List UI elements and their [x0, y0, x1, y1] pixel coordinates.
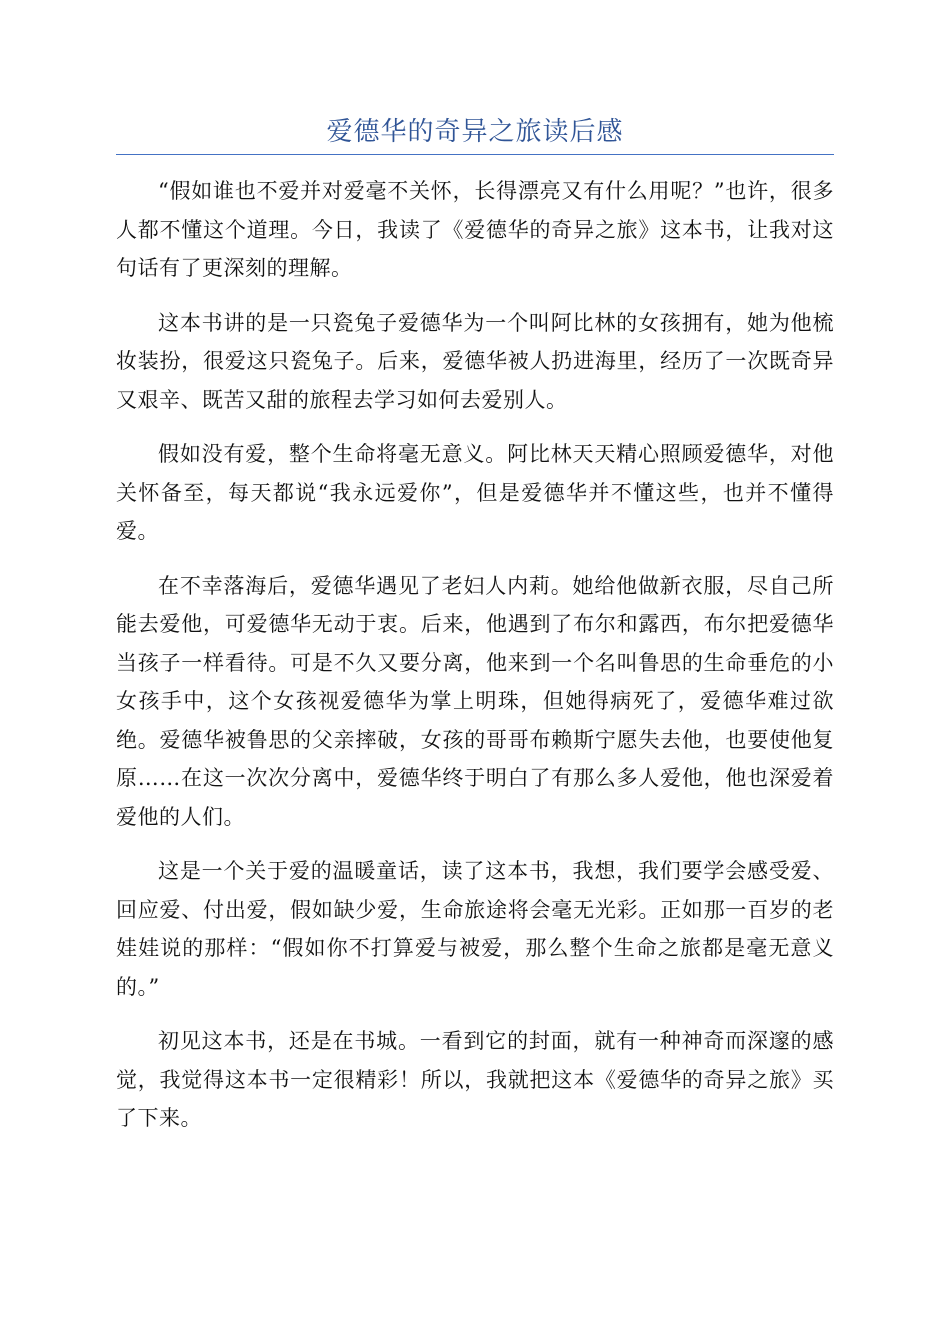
- document-title: 爱德华的奇异之旅读后感: [326, 117, 624, 147]
- paragraph-2: 这本书讲的是一只瓷兔子爱德华为一个叫阿比林的女孩拥有，她为他梳妆装扮，很爱这只瓷兔子。后来，爱德华被人扔进海里，经历了一次既奇异又艰辛、既苦又甜的旅程去学习如何去爱别人。: [116, 310, 834, 412]
- paragraph-6: 初见这本书，还是在书城。一看到它的封面，就有一种神奇而深邃的感觉，我觉得这本书一定很精彩！所以，我就把这本《爱德华的奇异之旅》买了下来。: [116, 1029, 834, 1130]
- paragraph-4: 在不幸落海后，爱德华遇见了老妇人内莉。她给他做新衣服，尽自己所能去爱他，可爱德华无动于衷。后来，他遇到了布尔和露西，布尔把爱德华当孩子一样看待。可是不久又要分离，他来到一个名叫鲁思的生命垂危的小女孩手中，这个女孩视爱德华为掌上明珠，但她得病死了，爱德华难过欲绝。爱德华被鲁思的父亲摔破，女孩的哥哥布赖斯宁愿失去他，也要使他复原……在这一次次分离中，爱德华终于明白了有那么多人爱他，他也深爱着爱他的人们。: [116, 573, 834, 829]
- title-underline: [116, 154, 834, 155]
- paragraph-5: 这是一个关于爱的温暖童话，读了这本书，我想，我们要学会感受爱、回应爱、付出爱，假如缺少爱，生命旅途将会毫无光彩。正如那一百岁的老娃娃说的那样：“假如你不打算爱与被爱，那么整个生命之旅都是毫无意义的。”: [116, 859, 834, 999]
- paragraph-1: “假如谁也不爱并对爱毫不关怀，长得漂亮又有什么用呢？”也许，很多人都不懂这个道理。今日，我读了《爱德华的奇异之旅》这本书，让我对这句话有了更深刻的理解。: [116, 179, 834, 280]
- document-body: [116, 172, 834, 1154]
- paragraph-3: 假如没有爱，整个生命将毫无意义。阿比林天天精心照顾爱德华，对他关怀备至，每天都说“我永远爱你”，但是爱德华并不懂这些，也并不懂得爱。: [116, 442, 834, 543]
